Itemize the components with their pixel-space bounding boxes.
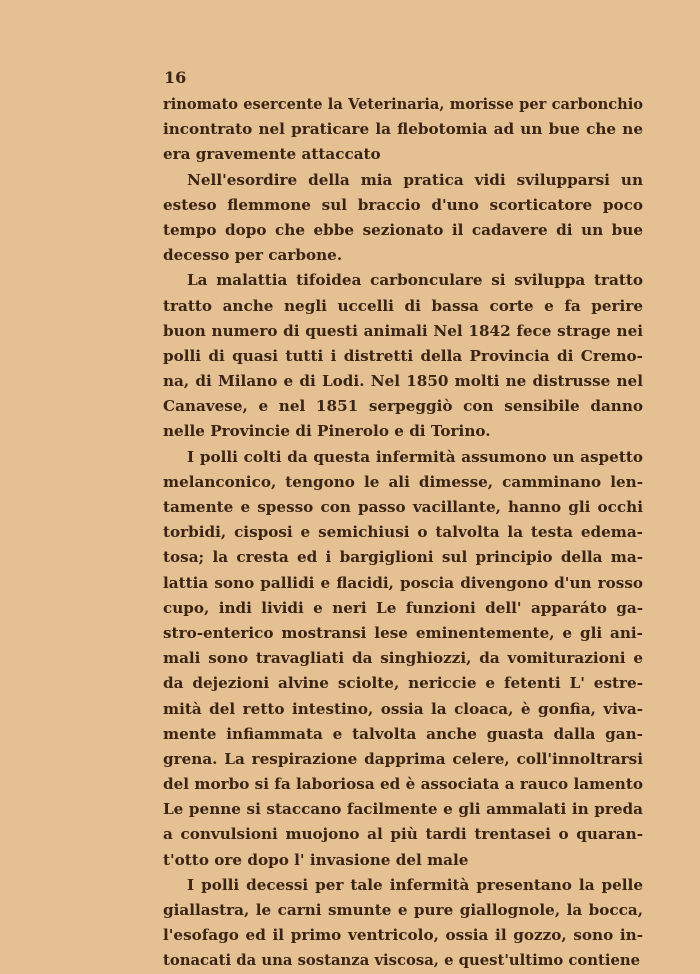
text-line: rinomato esercente la Veterinaria, morisse per carbonchio [163,96,643,113]
text-line: I polli colti da questa infermità assumono un aspetto [187,447,643,466]
text-line: l'esofago ed il primo ventricolo, ossia il gozzo, sono in- [163,926,643,945]
text-line: nelle Provincie di Pinerolo e di Torino. [163,422,491,441]
text-line: giallastra, le carni smunte e pure giallognole, la bocca, [163,901,643,919]
paragraph [163,168,643,269]
text-line: del morbo si fa laboriosa ed è associata a rauco lamento [163,775,643,794]
text-line: cupo, indi lividi e neri Le funzioni dell' apparáto ga- [163,598,643,617]
page-number: 16 [164,68,187,87]
paragraph [163,445,643,873]
text-line: polli di quasi tutti i distretti della Provincia di Cremo- [163,346,643,365]
text-line: tonacati da una sostanza viscosa, e quest'ultimo contiene [163,952,641,970]
text-line: tosa; la cresta ed i bargiglioni sul principio della ma- [163,548,643,567]
text-line: stro-enterico mostransi lese eminentemente, e gli ani- [163,623,643,642]
text-line: incontrato nel praticare la flebotomia ad un bue che ne [163,120,643,139]
text-line: a convulsioni muojono al più tardi trentasei o quaran- [163,825,643,844]
text-line: Canavese, e nel 1851 serpeggiò con sensibile danno [163,397,643,416]
text-line: tamente e spesso con passo vacillante, hanno gli occhi [163,498,643,516]
text-line: na, di Milano e di Lodi. Nel 1850 molti ne distrusse nel [163,372,643,391]
text-line: grena. La respirazione dapprima celere, coll'innoltrarsi [163,749,643,768]
paragraph [163,268,643,444]
paragraph [163,873,643,974]
text-line: buon numero di questi animali Nel 1842 fece strage nei [163,321,643,340]
text-line: decesso per carbone. [163,246,343,265]
text-line: mità del retto intestino, ossia la cloaca, è gonfia, viva- [163,699,643,718]
text-line: lattia sono pallidi e flacidi, poscia divengono d'un rosso [163,573,643,592]
text-line: t'otto ore dopo l' invasione del male [163,850,469,869]
paragraph [163,92,643,168]
text-line: da dejezioni alvine sciolte, nericcie e fetenti L' estre- [163,674,643,693]
text-line: melanconico, tengono le ali dimesse, camminano len- [163,472,643,491]
text-line: era gravemente attaccato [163,145,381,164]
body-text [163,92,643,974]
text-line: Le penne si staccano facilmente e gli ammalati in preda [163,800,643,819]
text-line: I polli decessi per tale infermità presentano la pelle [187,875,643,894]
text-line: tempo dopo che ebbe sezionato il cadavere di un bue [163,220,643,239]
text-line: mali sono travagliati da singhiozzi, da vomiturazioni e [163,649,643,668]
text-line: La malattia tifoidea carbonculare si sviluppa tratto [187,271,643,290]
text-line: torbidi, cisposi e semichiusi o talvolta la testa edema- [163,523,643,542]
text-line: mente infiammata e talvolta anche guasta dalla gan- [163,724,643,743]
text-line: tratto anche negli uccelli di bassa corte e fa perire [163,296,643,315]
text-line: esteso flemmone sul braccio d'uno scorticatore poco [163,195,643,214]
text-line: Nell'esordire della mia pratica vidi svilupparsi un [187,170,643,189]
